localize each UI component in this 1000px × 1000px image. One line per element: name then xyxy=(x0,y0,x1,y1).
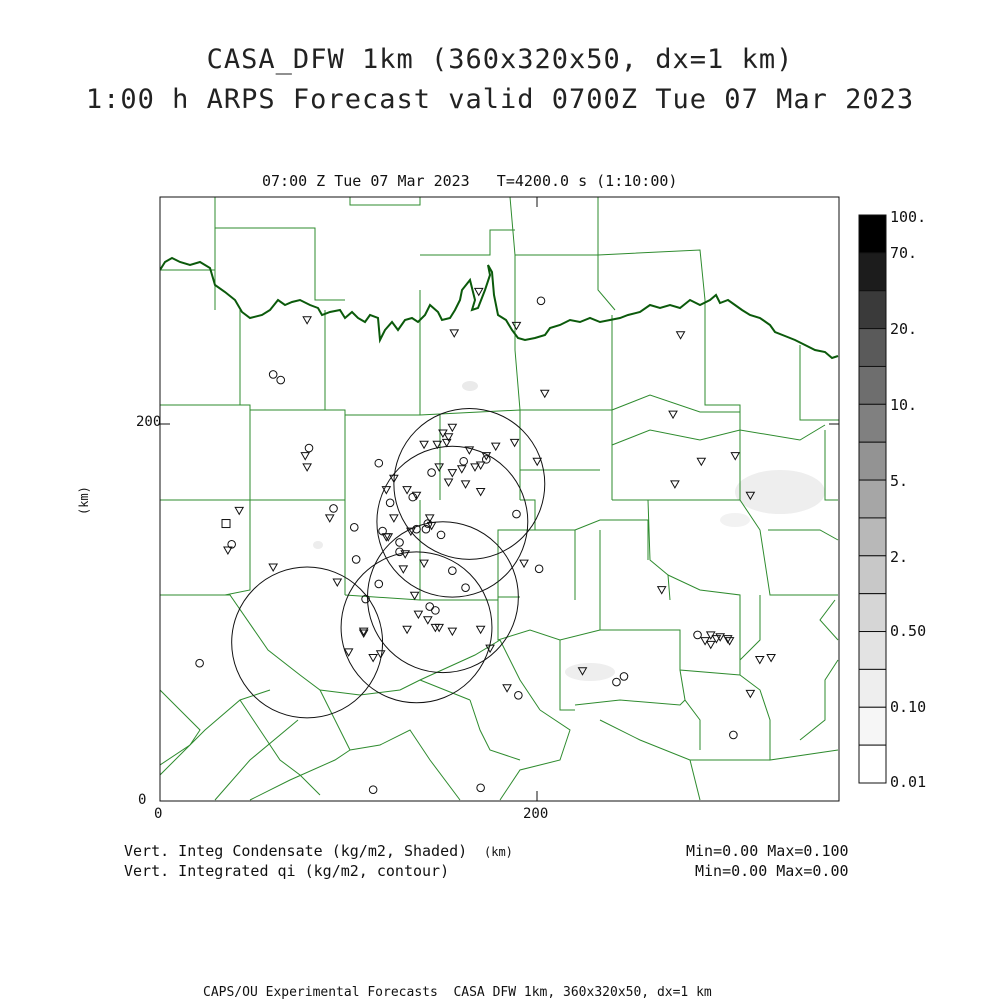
x-tick-200: 200 xyxy=(523,806,549,822)
station-circle-marker xyxy=(613,678,621,686)
colorbar-label-20: 20. xyxy=(890,320,918,338)
y-tick-0: 0 xyxy=(138,792,147,808)
station-triangle-marker xyxy=(301,453,309,460)
radar-range-ring xyxy=(341,552,492,703)
station-triangle-marker xyxy=(707,641,715,648)
legend-shaded-field: Vert. Integ Condensate (kg/m2, Shaded) xyxy=(124,842,468,860)
station-circle-marker xyxy=(350,524,358,532)
station-circle-marker xyxy=(386,499,394,507)
station-triangle-marker xyxy=(477,488,485,495)
legend-contour-stats: Min=0.00 Max=0.00 xyxy=(695,862,849,880)
colorbar-swatch xyxy=(859,518,886,556)
radar-range-ring xyxy=(367,522,518,673)
station-circle-marker xyxy=(477,784,485,792)
station-circle-marker xyxy=(330,505,338,513)
station-triangle-marker xyxy=(269,564,277,571)
station-circle-marker xyxy=(437,531,445,539)
station-triangle-marker xyxy=(445,479,453,486)
colorbar-swatch xyxy=(859,594,886,632)
station-circle-marker xyxy=(535,565,543,573)
colorbar-swatch xyxy=(859,215,886,253)
station-triangle-marker xyxy=(458,466,466,473)
colorbar-label-10: 10. xyxy=(890,396,918,414)
station-triangle-marker xyxy=(303,317,311,324)
station-triangle-marker xyxy=(369,655,377,662)
station-triangle-marker xyxy=(411,592,419,599)
station-triangle-marker xyxy=(746,690,754,697)
station-triangle-marker xyxy=(767,655,775,662)
station-triangle-marker xyxy=(512,322,520,329)
colorbar-swatch xyxy=(859,404,886,442)
plot-frame xyxy=(160,197,839,801)
station-circle-marker xyxy=(462,584,470,592)
station-triangle-marker xyxy=(511,439,519,446)
station-circle-marker xyxy=(515,692,523,700)
station-triangle-marker xyxy=(399,566,407,573)
colorbar-label-050: 0.50 xyxy=(890,622,927,640)
station-circle-marker xyxy=(396,539,404,547)
station-triangle-marker xyxy=(448,628,456,635)
station-triangle-marker xyxy=(477,626,485,633)
valid-time-subtitle: 07:00 Z Tue 07 Mar 2023 T=4200.0 s (1:10:00) xyxy=(262,172,678,190)
station-circle-marker xyxy=(694,631,702,639)
station-circle-marker xyxy=(369,786,377,794)
station-triangle-marker xyxy=(424,617,432,624)
station-triangle-marker xyxy=(420,441,428,448)
footer-credit: CAPS/OU Experimental Forecasts CASA DFW 1km, 360x320x50, dx=1 km xyxy=(203,985,712,1000)
colorbar-label-70: 70. xyxy=(890,244,918,262)
station-triangle-marker xyxy=(731,453,739,460)
colorbar-label-5: 5. xyxy=(890,472,909,490)
station-triangle-marker xyxy=(671,481,679,488)
station-circle-marker xyxy=(426,603,434,611)
station-triangle-marker xyxy=(450,330,458,337)
station-circle-marker xyxy=(620,673,628,681)
colorbar-label-100: 100. xyxy=(890,208,927,226)
station-triangle-marker xyxy=(420,560,428,567)
station-circle-marker xyxy=(460,457,468,465)
station-square-marker xyxy=(222,520,230,528)
station-triangle-marker xyxy=(462,481,470,488)
station-triangle-marker xyxy=(448,470,456,477)
station-triangle-marker xyxy=(435,464,443,471)
station-triangle-marker xyxy=(492,443,500,450)
colorbar-swatch xyxy=(859,480,886,518)
station-triangle-marker xyxy=(697,458,705,465)
station-triangle-marker xyxy=(503,685,511,692)
colorbar-label-2: 2. xyxy=(890,548,909,566)
station-triangle-marker xyxy=(390,515,398,522)
colorbar-swatch xyxy=(859,632,886,670)
station-triangle-marker xyxy=(403,626,411,633)
legend-shaded-stats: Min=0.00 Max=0.100 xyxy=(686,842,849,860)
station-triangle-marker xyxy=(520,560,528,567)
y-tick-200: 200 xyxy=(136,414,162,430)
station-circle-marker xyxy=(375,580,383,588)
station-circle-marker xyxy=(730,731,738,739)
station-triangle-marker xyxy=(669,411,677,418)
station-circle-marker xyxy=(269,371,277,379)
station-markers xyxy=(196,288,775,793)
station-triangle-marker xyxy=(475,288,483,295)
station-triangle-marker xyxy=(403,487,411,494)
state-border xyxy=(160,258,838,358)
station-triangle-marker xyxy=(541,390,549,397)
colorbar-swatch xyxy=(859,442,886,480)
colorbar-swatch xyxy=(859,745,886,783)
condensate-shading xyxy=(313,381,825,681)
colorbar-swatch xyxy=(859,366,886,404)
station-triangle-marker xyxy=(333,579,341,586)
station-triangle-marker xyxy=(326,515,334,522)
station-circle-marker xyxy=(537,297,545,305)
station-triangle-marker xyxy=(716,634,724,641)
station-triangle-marker xyxy=(677,332,685,339)
station-triangle-marker xyxy=(235,507,243,514)
station-triangle-marker xyxy=(377,651,385,658)
station-circle-marker xyxy=(513,510,521,518)
station-circle-marker xyxy=(305,444,313,452)
colorbar-swatch xyxy=(859,669,886,707)
colorbar-swatch xyxy=(859,707,886,745)
station-triangle-marker xyxy=(303,464,311,471)
station-triangle-marker xyxy=(658,587,666,594)
axis-ticks xyxy=(160,197,839,801)
x-tick-0: 0 xyxy=(154,806,163,822)
station-circle-marker xyxy=(449,567,457,575)
station-triangle-marker xyxy=(443,439,451,446)
legend-contour-field: Vert. Integrated qi (kg/m2, contour) xyxy=(124,862,450,880)
colorbar-swatch xyxy=(859,329,886,367)
station-circle-marker xyxy=(352,556,360,564)
station-circle-marker xyxy=(432,607,440,615)
x-axis-unit: (km) xyxy=(484,845,513,859)
colorbar-swatch xyxy=(859,556,886,594)
colorbar xyxy=(859,215,886,783)
plot-title-line1: CASA_DFW 1km (360x320x50, dx=1 km) xyxy=(206,44,794,75)
station-circle-marker xyxy=(277,376,285,384)
station-triangle-marker xyxy=(414,611,422,618)
station-triangle-marker xyxy=(533,458,541,465)
station-circle-marker xyxy=(375,459,383,467)
colorbar-label-001: 0.01 xyxy=(890,773,927,791)
radar-range-ring xyxy=(394,408,545,559)
y-axis-unit: (km) xyxy=(77,486,91,515)
station-triangle-marker xyxy=(448,424,456,431)
colorbar-label-010: 0.10 xyxy=(890,698,927,716)
station-triangle-marker xyxy=(756,656,764,663)
plot-title-line2: 1:00 h ARPS Forecast valid 0700Z Tue 07 Mar 2023 xyxy=(85,84,915,115)
station-circle-marker xyxy=(196,659,204,667)
colorbar-swatch xyxy=(859,291,886,329)
colorbar-swatch xyxy=(859,253,886,291)
station-circle-marker xyxy=(428,469,436,477)
